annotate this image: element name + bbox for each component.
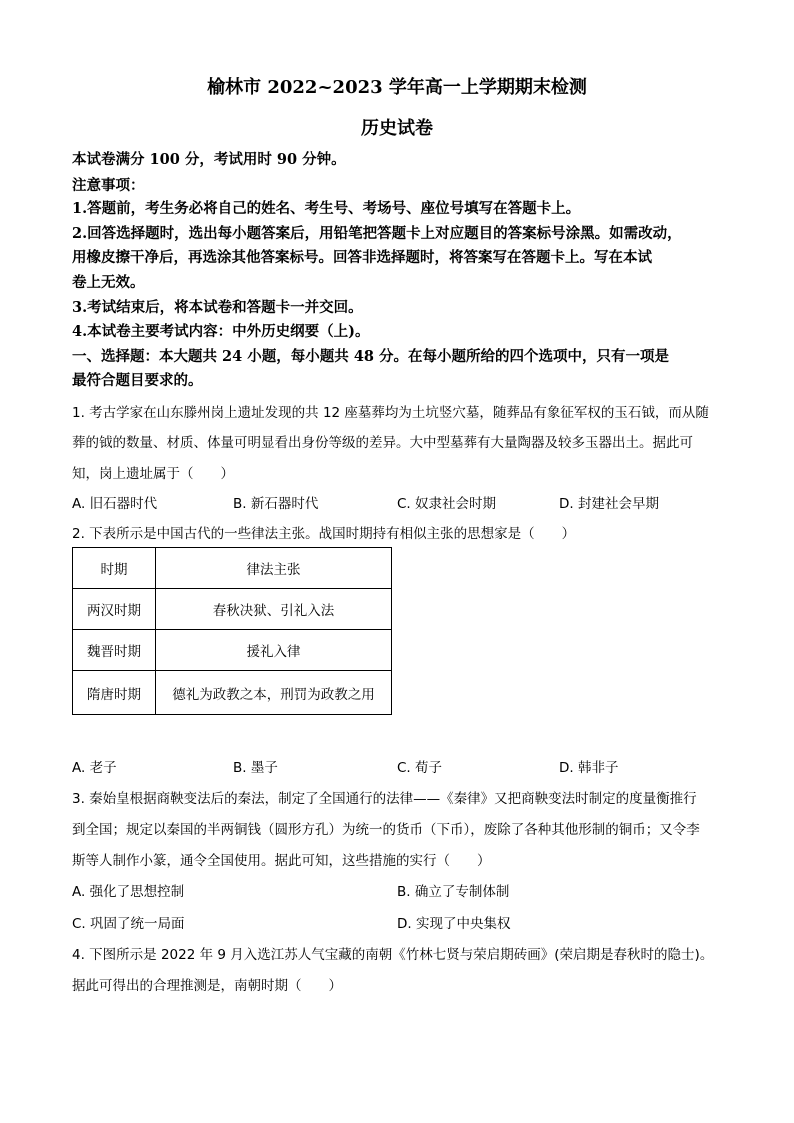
question-3-line-2: 到全国；规定以秦国的半两铜钱（圆形方孔）为统一的货币（下币），废除了各种其他形制的铜币；又令李 bbox=[72, 822, 700, 838]
question-2-option-d[interactable]: D. 韩非子 bbox=[559, 760, 619, 776]
note-2-line-1: 2.回答选择题时，选出每小题答案后，用铅笔把答题卡上对应题目的答案标号涂黑。如需改动， bbox=[72, 225, 682, 242]
exam-title: 榆林市 2022~2023 学年高一上学期期末检测 bbox=[207, 77, 587, 98]
question-4-line-1: 4. 下图所示是 2022 年 9 月入选江苏人气宝藏的南朝《竹林七贤与荣启期砖画》(荣启期是春秋时的隐士)。 bbox=[72, 947, 714, 963]
table-cell-period: 两汉时期 bbox=[73, 589, 156, 630]
score-line: 本试卷满分 100 分，考试用时 90 分钟。 bbox=[72, 151, 346, 168]
section-heading-line-2: 最符合题目要求的。 bbox=[72, 372, 203, 389]
question-3-option-c[interactable]: C. 巩固了统一局面 bbox=[72, 916, 185, 932]
question-1-line-3: 知，岗上遗址属于（ ） bbox=[72, 466, 234, 482]
section-heading-line-1: 一、选择题：本大题共 24 小题，每小题共 48 分。在每小题所给的四个选项中，只有一项是 bbox=[72, 348, 670, 365]
table-header-row bbox=[73, 548, 392, 589]
question-3-line-1: 3. 秦始皇根据商鞅变法后的秦法，制定了全国通行的法律——《秦律》又把商鞅变法时制定的度量衡推行 bbox=[72, 791, 697, 807]
question-2-option-c[interactable]: C. 荀子 bbox=[397, 760, 443, 776]
table-row bbox=[73, 589, 392, 630]
question-3-option-a[interactable]: A. 强化了思想控制 bbox=[72, 884, 185, 900]
table-row bbox=[73, 630, 392, 671]
exam-subtitle: 历史试卷 bbox=[361, 118, 433, 139]
question-1-option-d[interactable]: D. 封建社会早期 bbox=[559, 496, 659, 512]
table-row bbox=[73, 671, 392, 715]
question-3-option-b[interactable]: B. 确立了专制体制 bbox=[397, 884, 510, 900]
law-table bbox=[72, 547, 392, 715]
question-2-option-b[interactable]: B. 墨子 bbox=[233, 760, 278, 776]
table-cell-period: 魏晋时期 bbox=[73, 630, 156, 671]
table-header-cell: 时期 bbox=[73, 548, 156, 589]
question-1-option-c[interactable]: C. 奴隶社会时期 bbox=[397, 496, 497, 512]
table-cell-period: 隋唐时期 bbox=[73, 671, 156, 715]
question-2-option-a[interactable]: A. 老子 bbox=[72, 760, 117, 776]
question-4-line-2: 据此可得出的合理推测是，南朝时期（ ） bbox=[72, 978, 342, 994]
question-3-option-d[interactable]: D. 实现了中央集权 bbox=[397, 916, 511, 932]
table-cell-law: 春秋决狱、引礼入法 bbox=[156, 589, 392, 630]
notes-heading: 注意事项： bbox=[72, 177, 145, 194]
question-1-option-b[interactable]: B. 新石器时代 bbox=[233, 496, 319, 512]
question-1-line-2: 葬的钺的数量、材质、体量可明显看出身份等级的差异。大中型墓葬有大量陶器及较多玉器出土。据此可 bbox=[72, 435, 693, 451]
table-header-cell: 律法主张 bbox=[156, 548, 392, 589]
question-1-line-1: 1. 考古学家在山东滕州岗上遗址发现的共 12 座墓葬均为土坑竖穴墓，随葬品有象征军权的玉石钺，而从随 bbox=[72, 405, 709, 421]
table-cell-law: 德礼为政教之本，刑罚为政教之用 bbox=[156, 671, 392, 715]
note-2-line-3: 卷上无效。 bbox=[72, 274, 145, 291]
note-2-line-2: 用橡皮擦干净后，再选涂其他答案标号。回答非选择题时，将答案写在答题卡上。写在本试 bbox=[72, 249, 652, 266]
table-cell-law: 援礼入律 bbox=[156, 630, 392, 671]
question-3-line-3: 斯等人制作小篆，通令全国使用。据此可知，这些措施的实行（ ） bbox=[72, 853, 491, 869]
note-3: 3.考试结束后，将本试卷和答题卡一并交回。 bbox=[72, 299, 363, 316]
note-1: 1.答题前，考生务必将自己的姓名、考生号、考场号、座位号填写在答题卡上。 bbox=[72, 200, 581, 217]
question-2-line-1: 2. 下表所示是中国古代的一些律法主张。战国时期持有相似主张的思想家是（ ） bbox=[72, 526, 576, 542]
question-1-option-a[interactable]: A. 旧石器时代 bbox=[72, 496, 158, 512]
note-4: 4.本试卷主要考试内容：中外历史纲要（上)。 bbox=[72, 323, 370, 340]
